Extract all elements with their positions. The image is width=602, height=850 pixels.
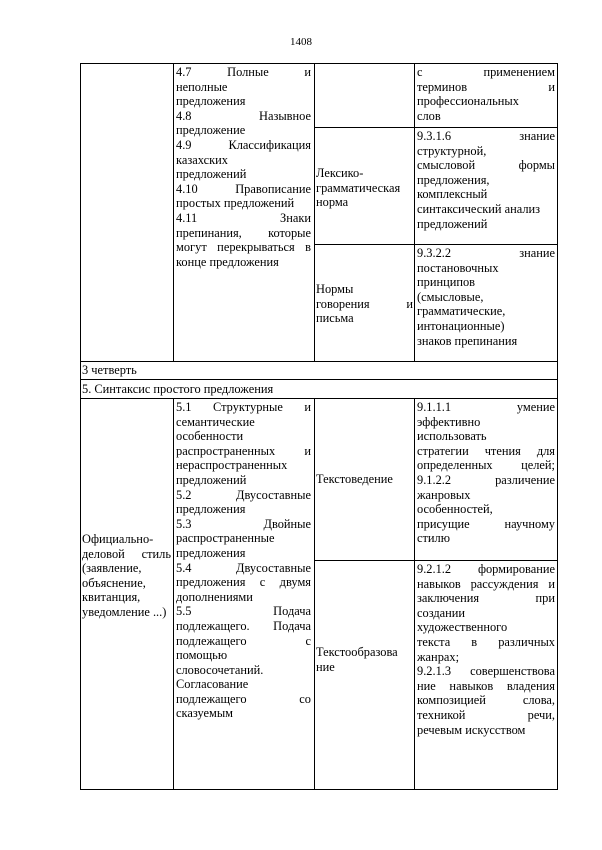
topic-line: особенности — [176, 429, 244, 444]
topic-line: распространенных и — [176, 443, 311, 458]
topic-line: предложение — [176, 123, 246, 138]
row-divider — [80, 361, 558, 362]
topic-line: предложений — [176, 472, 247, 487]
goal-line: определенных целей; — [417, 458, 555, 473]
goal-cell — [417, 129, 555, 231]
topic-line: словосочетаний. — [176, 662, 264, 677]
topic-line: семантические — [176, 414, 255, 429]
goal-line: текста в различных — [417, 634, 555, 649]
norm-line: Текстоведение — [316, 472, 393, 486]
goal-line: 9.2.1.3 совершенствова — [417, 664, 555, 679]
column-divider — [173, 63, 174, 362]
goal-line: предложений — [417, 216, 488, 231]
table-border-bottom — [80, 789, 558, 790]
norm-cell — [316, 166, 413, 210]
goal-line: 9.1.2.2 различение — [417, 472, 555, 487]
goal-line: стратегии чтения для — [417, 443, 555, 458]
topic-line: предложения — [176, 94, 246, 109]
topic-line: подлежащего. Подача — [176, 618, 311, 633]
goal-line: 9.1.1.1 умение — [417, 400, 555, 414]
theme-line: уведомление ...) — [82, 604, 167, 619]
topic-line: Согласование — [176, 677, 249, 692]
row-divider — [314, 244, 558, 245]
goal-line: эффективно — [417, 414, 481, 429]
goal-line: 9.3.2.2 знание — [417, 246, 555, 260]
theme-line: Официально- — [82, 532, 154, 546]
goal-line: постановочных — [417, 260, 499, 275]
goal-cell — [417, 400, 555, 546]
column-divider — [414, 398, 415, 790]
theme-line: (заявление, — [82, 561, 142, 576]
goal-line: ние навыков владения — [417, 678, 555, 693]
topics-cell — [176, 400, 311, 721]
goal-line: присущие научному — [417, 516, 555, 531]
norm-line: грамматическая — [316, 180, 401, 195]
topic-line: могут перекрываться в — [176, 240, 311, 255]
column-divider — [414, 63, 415, 362]
topic-line: сказуемым — [176, 706, 234, 721]
topic-line: 5.2 Двусоставные — [176, 487, 311, 502]
goal-line: навыков рассуждения и — [417, 576, 555, 591]
table-border-left — [80, 63, 81, 790]
goal-cell — [417, 65, 555, 123]
goal-cell — [417, 246, 555, 348]
column-divider — [314, 63, 315, 362]
norm-line: ние — [316, 659, 335, 674]
topic-line: подлежащего с — [176, 633, 311, 648]
goal-line: художественного — [417, 620, 508, 635]
goal-line: грамматические, — [417, 304, 506, 319]
topic-line: 4.10 Правописание — [176, 181, 311, 196]
topic-line: 5.4 Двусоставные — [176, 560, 311, 575]
topic-line: 5.3 Двойные — [176, 516, 311, 531]
row-divider — [80, 398, 558, 399]
column-divider — [314, 398, 315, 790]
goal-line: профессиональных — [417, 94, 519, 109]
topic-line: помощью — [176, 648, 228, 663]
goal-line: предложения, — [417, 172, 490, 187]
goal-line: комплексный — [417, 187, 488, 202]
goal-line: речевым искусством — [417, 722, 526, 737]
goal-line: 9.2.1.2 формирование — [417, 562, 555, 576]
column-divider — [173, 398, 174, 790]
goal-line: стилю — [417, 531, 450, 546]
norm-line: Нормы — [316, 282, 354, 296]
goal-line: с применением — [417, 65, 555, 79]
topic-line: подлежащего со — [176, 691, 311, 706]
goal-cell — [417, 562, 555, 737]
goal-line: терминов и — [417, 79, 555, 94]
table-border-top — [80, 63, 558, 64]
topic-line: нераспространенных — [176, 458, 288, 473]
goal-line: композицией слова, — [417, 693, 555, 708]
topic-line: неполные — [176, 79, 228, 94]
table-border-right — [557, 63, 558, 790]
section-title: 5. Синтаксис простого предложения — [82, 382, 274, 396]
norm-cell — [316, 472, 413, 487]
norm-line: норма — [316, 195, 349, 210]
theme-line: квитанция, — [82, 590, 141, 605]
topic-line: дополнениями — [176, 589, 253, 604]
goal-line: жанрах; — [417, 649, 460, 664]
goal-line: слов — [417, 108, 441, 123]
goal-line: знаков препинания — [417, 333, 518, 348]
topic-line: конце предложения — [176, 254, 279, 269]
topic-line: казахских — [176, 152, 228, 167]
goal-line: создании — [417, 605, 466, 620]
topic-line: простых предложений — [176, 196, 295, 211]
topic-line: препинания, которые — [176, 225, 311, 240]
row-divider — [314, 560, 558, 561]
topic-line: 4.8 Назывное — [176, 108, 311, 123]
norm-line: Текстообразова — [316, 645, 398, 659]
goal-line: принципов — [417, 275, 476, 290]
topic-line: 4.11 Знаки — [176, 210, 311, 225]
goal-line: заключения при — [417, 591, 555, 606]
goal-line: использовать — [417, 429, 487, 444]
topic-line: 5.1 Структурные и — [176, 400, 311, 414]
goal-line: (смысловые, — [417, 289, 484, 304]
topic-line: распространенные — [176, 531, 275, 546]
goal-line: жанровых — [417, 487, 471, 502]
norm-cell — [316, 282, 413, 326]
goal-line: синтаксический анализ — [417, 201, 541, 216]
topic-line: предложения — [176, 545, 246, 560]
page-number: 1408 — [290, 36, 312, 48]
topics-cell — [176, 65, 311, 269]
norm-line: говорения и — [316, 296, 413, 311]
goal-line: структурной, — [417, 143, 487, 158]
theme-cell — [82, 532, 171, 620]
theme-line: объяснение, — [82, 575, 146, 590]
theme-line: деловой стиль — [82, 546, 171, 561]
goal-line: смысловой формы — [417, 158, 555, 173]
topic-line: предложений — [176, 167, 247, 182]
goal-line: техникой речи, — [417, 707, 555, 722]
topic-line: 4.9 Классификация — [176, 137, 311, 152]
row-divider — [314, 127, 558, 128]
norm-cell — [316, 645, 413, 674]
quarter-label: 3 четверть — [82, 363, 137, 377]
topic-line: предложения с двумя — [176, 575, 311, 590]
row-divider — [80, 379, 558, 380]
norm-line: письма — [316, 311, 354, 326]
goal-line: интонационные) — [417, 318, 505, 333]
goal-line: особенностей, — [417, 502, 493, 517]
topic-line: 4.7 Полные и — [176, 65, 311, 79]
topic-line: предложения — [176, 502, 246, 517]
goal-line: 9.3.1.6 знание — [417, 129, 555, 143]
norm-line: Лексико- — [316, 166, 364, 180]
topic-line: 5.5 Подача — [176, 604, 311, 619]
